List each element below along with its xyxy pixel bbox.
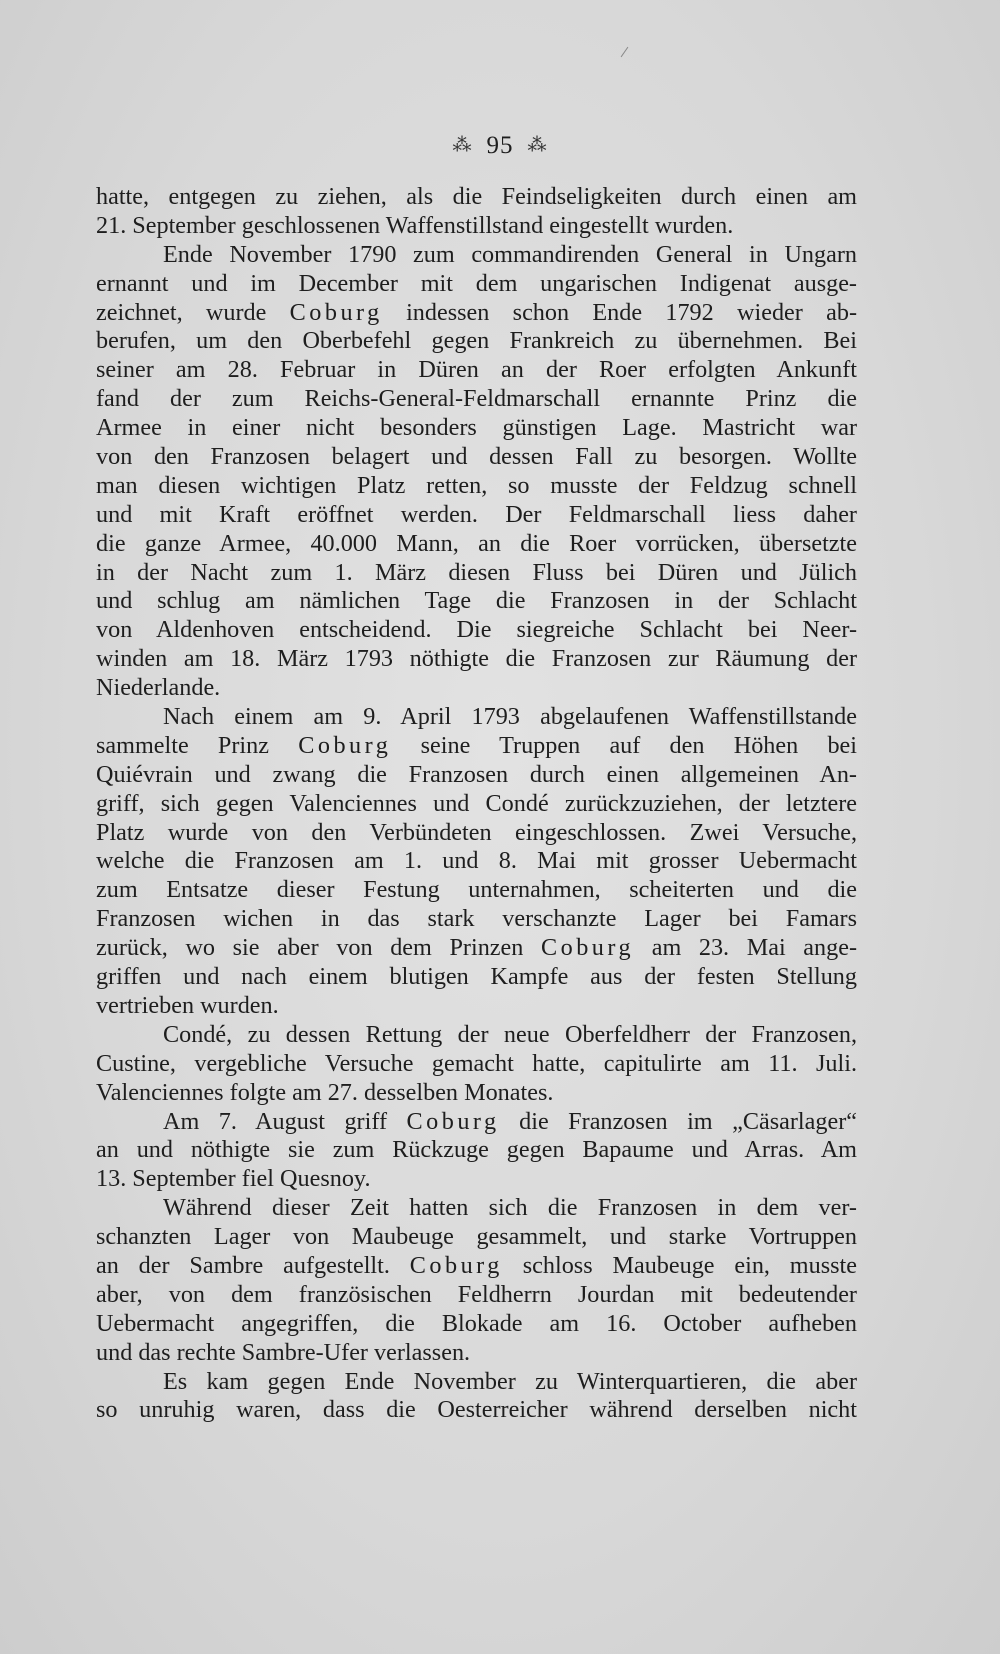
- page-number: 95: [486, 132, 514, 159]
- text-line: ernannt und im December mit dem ungarischen Indigenat ausge-: [96, 269, 857, 297]
- text-line: und das rechte Sambre-Ufer verlassen.: [96, 1338, 471, 1366]
- emphasized-name: Coburg: [540, 934, 635, 962]
- text-line: Während dieser Zeit hatten sich die Franzosen in dem ver-: [163, 1194, 857, 1222]
- text-line: zum Entsatze dieser Festung unternahmen, scheiterten und die: [96, 876, 857, 904]
- text-line: in der Nacht zum 1. März diesen Fluss bei Düren und Jülich: [96, 558, 857, 586]
- text-line: man diesen wichtigen Platz retten, so musste der Feldzug schnell: [96, 471, 857, 499]
- text-line: an der Sambre aufgestellt. Coburg schloss Maubeuge ein, musste: [96, 1251, 857, 1279]
- text-line: 21. September geschlossenen Waffenstillstand eingestellt wurden.: [96, 211, 734, 239]
- text-line: Nach einem am 9. April 1793 abgelaufenen Waffenstillstande: [163, 703, 857, 731]
- text-line: seiner am 28. Februar in Düren an der Roer erfolgten Ankunft: [96, 356, 857, 384]
- text-line: aber, von dem französischen Feldherrn Jourdan mit bedeutender: [96, 1280, 857, 1308]
- text-line: zeichnet, wurde Coburg indessen schon Ende 1792 wieder ab-: [96, 298, 857, 326]
- text-line: fand der zum Reichs-General-Feldmarschall ernannte Prinz die: [96, 385, 857, 413]
- text-line: von Aldenhoven entscheidend. Die siegreiche Schlacht bei Neer-: [96, 616, 857, 644]
- text-line: 13. September fiel Quesnoy.: [96, 1165, 371, 1193]
- text-line: Quiévrain und zwang die Franzosen durch einen allgemeinen An-: [96, 760, 857, 788]
- emphasized-name: Coburg: [406, 1107, 500, 1135]
- text-line: und mit Kraft eröffnet werden. Der Feldmarschall liess daher: [96, 500, 857, 528]
- page-header: [0, 132, 1000, 160]
- text-line: griff, sich gegen Valenciennes und Condé zurückzuziehen, der letztere: [96, 789, 857, 817]
- emphasized-name: Coburg: [298, 731, 392, 759]
- text-line: Ende November 1790 zum commandirenden General in Ungarn: [163, 240, 857, 268]
- text-line: Am 7. August griff Coburg die Franzosen im „Cäsarlager“: [163, 1107, 857, 1135]
- emphasized-name: Coburg: [289, 298, 383, 326]
- text-line: schanzten Lager von Maubeuge gesammelt, und starke Vortruppen: [96, 1223, 857, 1251]
- text-line: Franzosen wichen in das stark verschanzte Lager bei Famars: [96, 905, 857, 933]
- left-ornament-icon: ⁂: [452, 135, 473, 156]
- text-line: griffen und nach einem blutigen Kampfe aus der festen Stellung: [96, 963, 857, 991]
- text-line: zurück, wo sie aber von dem Prinzen Coburg am 23. Mai ange-: [96, 934, 857, 962]
- text-line: Valenciennes folgte am 27. desselben Monates.: [96, 1078, 554, 1106]
- text-line: Condé, zu dessen Rettung der neue Oberfeldherr der Franzosen,: [163, 1020, 857, 1048]
- text-line: Es kam gegen Ende November zu Winterquartieren, die aber: [163, 1367, 857, 1395]
- text-line: Armee in einer nicht besonders günstigen Lage. Mastricht war: [96, 414, 857, 442]
- text-line: die ganze Armee, 40.000 Mann, an die Roer vorrücken, übersetzte: [96, 529, 857, 557]
- text-line: und schlug am nämlichen Tage die Franzosen in der Schlacht: [96, 587, 857, 615]
- text-line: berufen, um den Oberbefehl gegen Frankreich zu übernehmen. Bei: [96, 327, 857, 355]
- text-line: so unruhig waren, dass die Oesterreicher während derselben nicht: [96, 1396, 857, 1424]
- text-line: sammelte Prinz Coburg seine Truppen auf den Höhen bei: [96, 731, 857, 759]
- body-text: [96, 183, 857, 1425]
- text-line: Custine, vergebliche Versuche gemacht hatte, capitulirte am 11. Juli.: [96, 1049, 857, 1077]
- right-ornament-icon: ⁂: [527, 135, 548, 156]
- text-line: Uebermacht angegriffen, die Blokade am 16. October aufheben: [96, 1309, 857, 1337]
- text-line: an und nöthigte sie zum Rückzuge gegen Bapaume und Arras. Am: [96, 1136, 857, 1164]
- text-line: von den Franzosen belagert und dessen Fall zu besorgen. Wollte: [96, 443, 857, 471]
- emphasized-name: Coburg: [409, 1251, 503, 1279]
- text-line: winden am 18. März 1793 nöthigte die Franzosen zur Räumung der: [96, 645, 857, 673]
- text-line: welche die Franzosen am 1. und 8. Mai mit grosser Uebermacht: [96, 847, 857, 875]
- text-line: hatte, entgegen zu ziehen, als die Feindseligkeiten durch einen am: [96, 183, 857, 210]
- text-line: Niederlande.: [96, 674, 221, 702]
- text-line: vertrieben wurden.: [96, 991, 279, 1019]
- paper-mark: [621, 47, 629, 57]
- text-line: Platz wurde von den Verbündeten eingeschlossen. Zwei Versuche,: [96, 818, 857, 846]
